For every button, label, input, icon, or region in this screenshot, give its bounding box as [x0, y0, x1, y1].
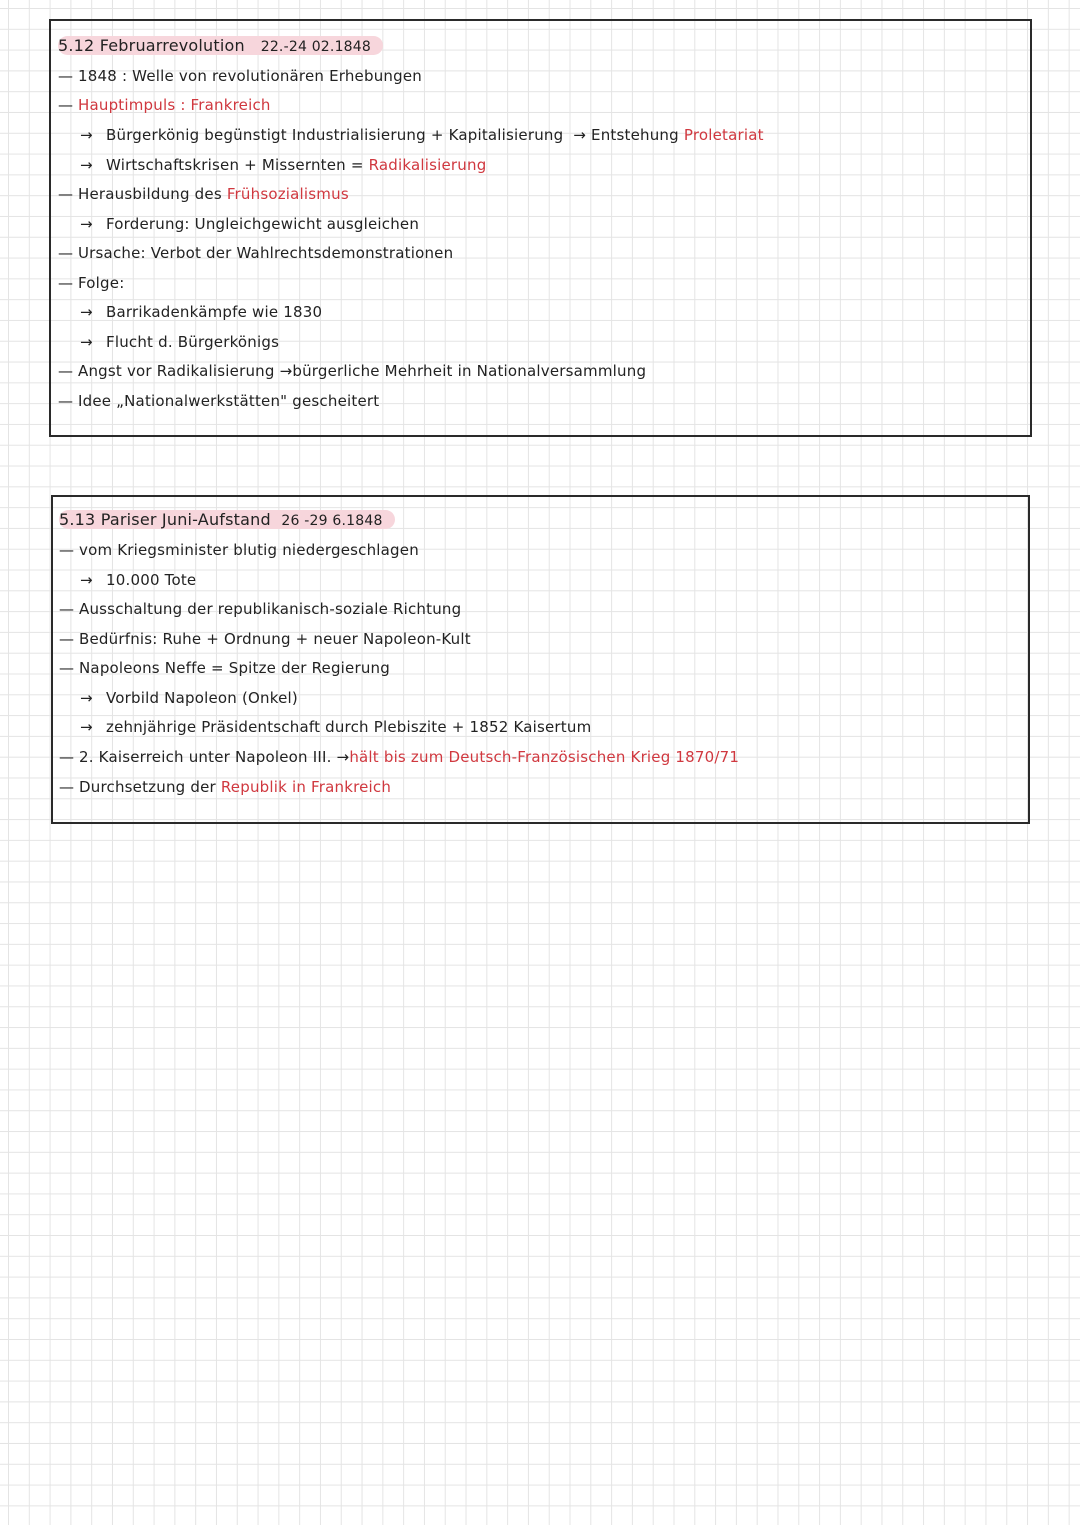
bullet-line: — Bedürfnis: Ruhe + Ordnung + neuer Napoleon-Kult — [59, 630, 471, 648]
arrow-line: → Vorbild Napoleon (Onkel) — [80, 689, 298, 707]
arrow-right-icon: → — [80, 303, 93, 321]
bullet-line: — Ausschaltung der republikanisch-soziale Richtung — [59, 600, 462, 618]
heading-number: 5.12 — [58, 36, 95, 55]
dash-icon: — — [58, 274, 74, 292]
bullet-line: — 1848 : Welle von revolutionären Erhebungen — [58, 67, 422, 85]
bullet-line: — 2. Kaiserreich unter Napoleon III. →hält bis zum Deutsch-Französischen Krieg 1870/71 — [59, 748, 740, 766]
arrow-line: → Bürgerkönig begünstigt Industrialisierung + Kapitalisierung → Entstehung Proletariat — [80, 126, 764, 144]
bullet-line: — Napoleons Neffe = Spitze der Regierung — [59, 659, 390, 677]
bullet-line: — Herausbildung des Frühsozialismus — [58, 185, 349, 203]
arrow-right-icon: → — [80, 571, 93, 589]
bullet-line: — Ursache: Verbot der Wahlrechtsdemonstrationen — [58, 244, 454, 262]
dash-icon: — — [58, 362, 74, 380]
arrow-right-icon: → — [279, 362, 293, 380]
arrow-line: → Flucht d. Bürgerkönigs — [80, 333, 280, 351]
bullet-line: — Hauptimpuls : Frankreich — [58, 96, 271, 114]
bullet-line: — Angst vor Radikalisierung →bürgerliche Mehrheit in Nationalversammlung — [58, 362, 647, 380]
heading-number: 5.13 — [59, 510, 96, 529]
dash-icon: — — [58, 244, 74, 262]
dash-icon: — — [59, 659, 75, 677]
heading-date: 22.-24 02.1848 — [260, 39, 371, 55]
dash-icon: — — [58, 392, 74, 410]
arrow-right-icon: → — [80, 718, 93, 736]
bullet-line: — Durchsetzung der Republik in Frankreich — [59, 778, 392, 796]
dash-icon: — — [59, 778, 75, 796]
heading-title: Pariser Juni-Aufstand — [100, 510, 271, 529]
arrow-line: → 10.000 Tote — [80, 571, 197, 589]
arrow-right-icon: → — [80, 333, 93, 351]
bullet-line: — Idee „Nationalwerkstätten" gescheitert — [58, 392, 380, 410]
bullet-line: — vom Kriegsminister blutig niedergeschlagen — [59, 541, 419, 559]
arrow-line: → Barrikadenkämpfe wie 1830 — [80, 303, 323, 321]
dash-icon: — — [59, 541, 75, 559]
arrow-right-icon: → — [80, 126, 93, 144]
arrow-right-icon: → — [80, 156, 93, 174]
arrow-line: → zehnjährige Präsidentschaft durch Plebiszite + 1852 Kaisertum — [80, 718, 592, 736]
bullet-line: — Folge: — [58, 274, 125, 292]
heading-date: 26 -29 6.1848 — [281, 513, 383, 529]
arrow-right-icon: → — [80, 689, 93, 707]
heading-title: Februarrevolution — [99, 36, 245, 55]
arrow-right-icon: → — [80, 215, 93, 233]
section-heading-5-13 — [59, 510, 395, 531]
dash-icon: — — [58, 96, 74, 114]
dash-icon: — — [59, 748, 75, 766]
heading-highlight — [59, 510, 395, 529]
arrow-right-icon: → — [336, 748, 350, 766]
dash-icon: — — [58, 185, 74, 203]
arrow-line: → Forderung: Ungleichgewicht ausgleichen — [80, 215, 420, 233]
heading-highlight — [58, 36, 383, 55]
dash-icon: — — [59, 630, 75, 648]
dash-icon: — — [58, 67, 74, 85]
arrow-right-icon: → — [573, 126, 587, 144]
arrow-line: → Wirtschaftskrisen + Missernten = Radikalisierung — [80, 156, 487, 174]
dash-icon: — — [59, 600, 75, 618]
section-heading-5-12 — [58, 36, 383, 57]
